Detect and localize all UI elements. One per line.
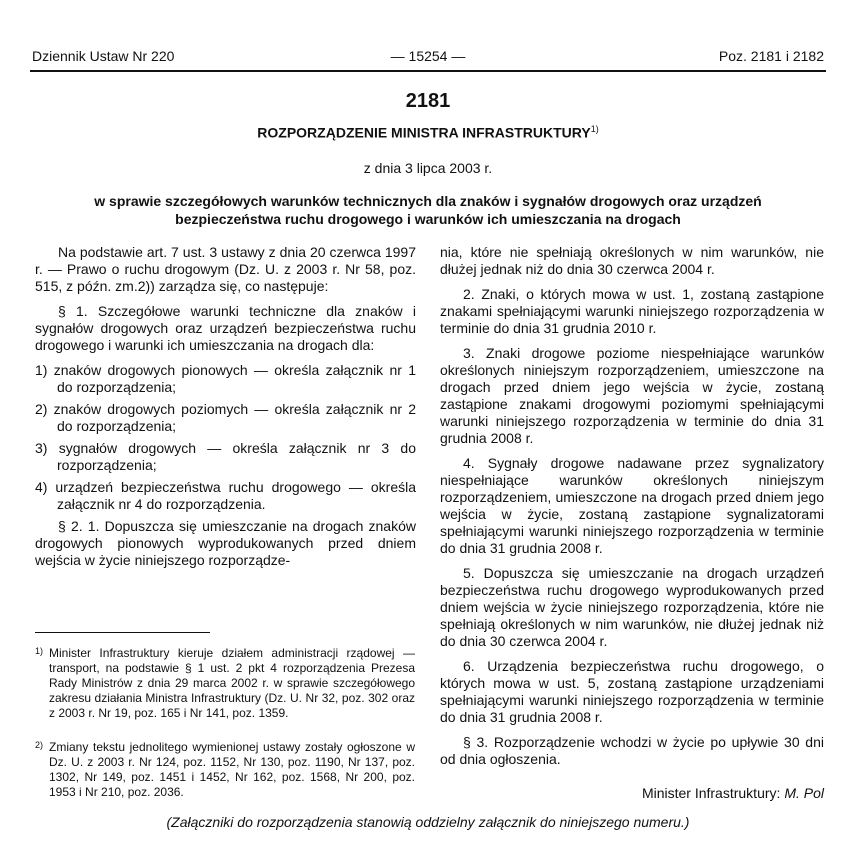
page-number: — 15254 —: [390, 48, 466, 64]
paragraph-2: § 2. 1. Dopuszcza się umieszczanie na drogach znaków drogowych pionowych wyprodukowanych przed dniem wejścia w życie niniejszego rozporządze-: [35, 518, 416, 568]
continuation-paragraph: nia, które nie spełniają określonych w nim warunków, nie dłużej jednak niż do dnia 30 czerwca 2004 r.: [440, 244, 824, 277]
title-footnote-ref: 1): [590, 124, 599, 134]
act-date: z dnia 3 lipca 2003 r.: [363, 160, 493, 176]
annex-note: (Załączniki do rozporządzenia stanowią oddzielny załącznik do niniejszego numeru.): [166, 814, 690, 830]
signature: [642, 785, 824, 801]
paragraph-2-6: 6. Urządzenia bezpieczeństwa ruchu drogowego, o których mowa w ust. 5, zostaną zastąpione urządzeniami spełniającymi warunki niniejszego rozporządzenia w terminie do dnia 31 grudnia 2008 r.: [440, 658, 824, 725]
act-subject: w sprawie szczegółowych warunków technicznych dla znaków i sygnałów drogowych oraz urządzeń bezpieczeństwa ruchu drogowego i warunków ich umieszczania na drogach: [94, 193, 762, 227]
paragraph-3: § 3. Rozporządzenie wchodzi w życie po upływie 30 dni od dnia ogłoszenia.: [440, 734, 824, 767]
footnote-text: Zmiany tekstu jednolitego wymienionej ustawy zostały ogłoszone w Dz. U. z 2003 r. Nr 124, poz. 1152, Nr 130, poz. 1190, Nr 137, poz. 1302, Nr 149, poz. 1451 i 1452, Nr 162, poz. 1568, Nr 200, poz. 1953 i Nr 210, poz. 2036.: [49, 740, 415, 799]
footnote-mark: 2): [35, 740, 44, 750]
act-title-text: ROZPORZĄDZENIE MINISTRA INFRASTRUKTURY: [257, 124, 591, 141]
footnote-mark: 1): [35, 646, 44, 656]
paragraph-1: § 1. Szczegółowe warunki techniczne dla znaków i sygnałów drogowych oraz urządzeń bezpieczeństwa ruchu drogowego i warunki ich umieszczania na drogach dla:: [35, 303, 416, 353]
list-item: 4) urządzeń bezpieczeństwa ruchu drogowego — określa załącznik nr 4 do rozporządzenia.: [35, 479, 416, 512]
position-numbers: Poz. 2181 i 2182: [718, 48, 824, 64]
right-column: [440, 244, 824, 776]
act-title: [0, 124, 856, 141]
list-item: 3) sygnałów drogowych — określa załącznik nr 3 do rozporządzenia;: [35, 440, 416, 473]
act-number: 2181: [405, 90, 451, 112]
paragraph-2-3: 3. Znaki drogowe poziome niespełniające warunków określonych niniejszym rozporządzeniem, umieszczone na drogach przed dniem jego wejścia w życie, zostaną zastąpione znakami drogowymi poziomymi spełniającymi warunki niniejszego rozporządzenia w terminie do dnia 31 grudnia 2008 r.: [440, 345, 824, 446]
list-item: 1) znaków drogowych pionowych — określa załącznik nr 1 do rozporządzenia;: [35, 362, 416, 395]
footnote-text: Minister Infrastruktury kieruje działem administracji rządowej — transport, na podstawie § 1 ust. 2 pkt 4 rozporządzenia Prezesa Rady Ministrów z dnia 29 marca 2002 r. w sprawie szczegółowego zakresu działania Ministra Infrastruktury (Dz. U. Nr 32, poz. 302 oraz z 2003 r. Nr 19, poz. 165 i Nr 141, poz. 1359.: [49, 646, 415, 720]
signature-role: Minister Infrastruktury:: [641, 785, 785, 801]
footnote-1: [35, 646, 415, 721]
intro-paragraph: Na podstawie art. 7 ust. 3 ustawy z dnia 20 czerwca 1997 r. — Prawo o ruchu drogowym (Dz. U. z 2003 r. Nr 58, poz. 515, z późn. zm.2)) zarządza się, co następuje:: [35, 244, 416, 294]
footnote-rule: [35, 632, 210, 633]
paragraph-2-4: 4. Sygnały drogowe nadawane przez sygnalizatory niespełniające warunków określonych niniejszym rozporządzeniem, umieszczone na drogach przed dniem jego wejścia w życie, zostaną zastąpione sygnalizatorami spełniającymi warunki niniejszego rozporządzenia w terminie do dnia 31 grudnia 2008 r.: [440, 455, 824, 556]
paragraph-2-2: 2. Znaki, o których mowa w ust. 1, zostaną zastąpione znakami spełniającymi warunki niniejszego rozporządzenia w terminie do dnia 31 grudnia 2010 r.: [440, 286, 824, 336]
journal-name: Dziennik Ustaw Nr 220: [32, 48, 175, 64]
list-item: 2) znaków drogowych poziomych — określa załącznik nr 2 do rozporządzenia;: [35, 401, 416, 434]
signature-name: M. Pol: [784, 785, 824, 801]
header-rule: [30, 70, 826, 72]
page-header: [30, 48, 826, 68]
left-column: [35, 244, 416, 577]
paragraph-2-5: 5. Dopuszcza się umieszczanie na drogach urządzeń bezpieczeństwa ruchu drogowego wyprodukowanych przed dniem wejścia w życie niniejszego rozporządzenia, które nie spełniają określonych w nim warunków, nie dłużej jednak niż do dnia 30 czerwca 2004 r.: [440, 565, 824, 649]
footnote-2: [35, 740, 415, 800]
